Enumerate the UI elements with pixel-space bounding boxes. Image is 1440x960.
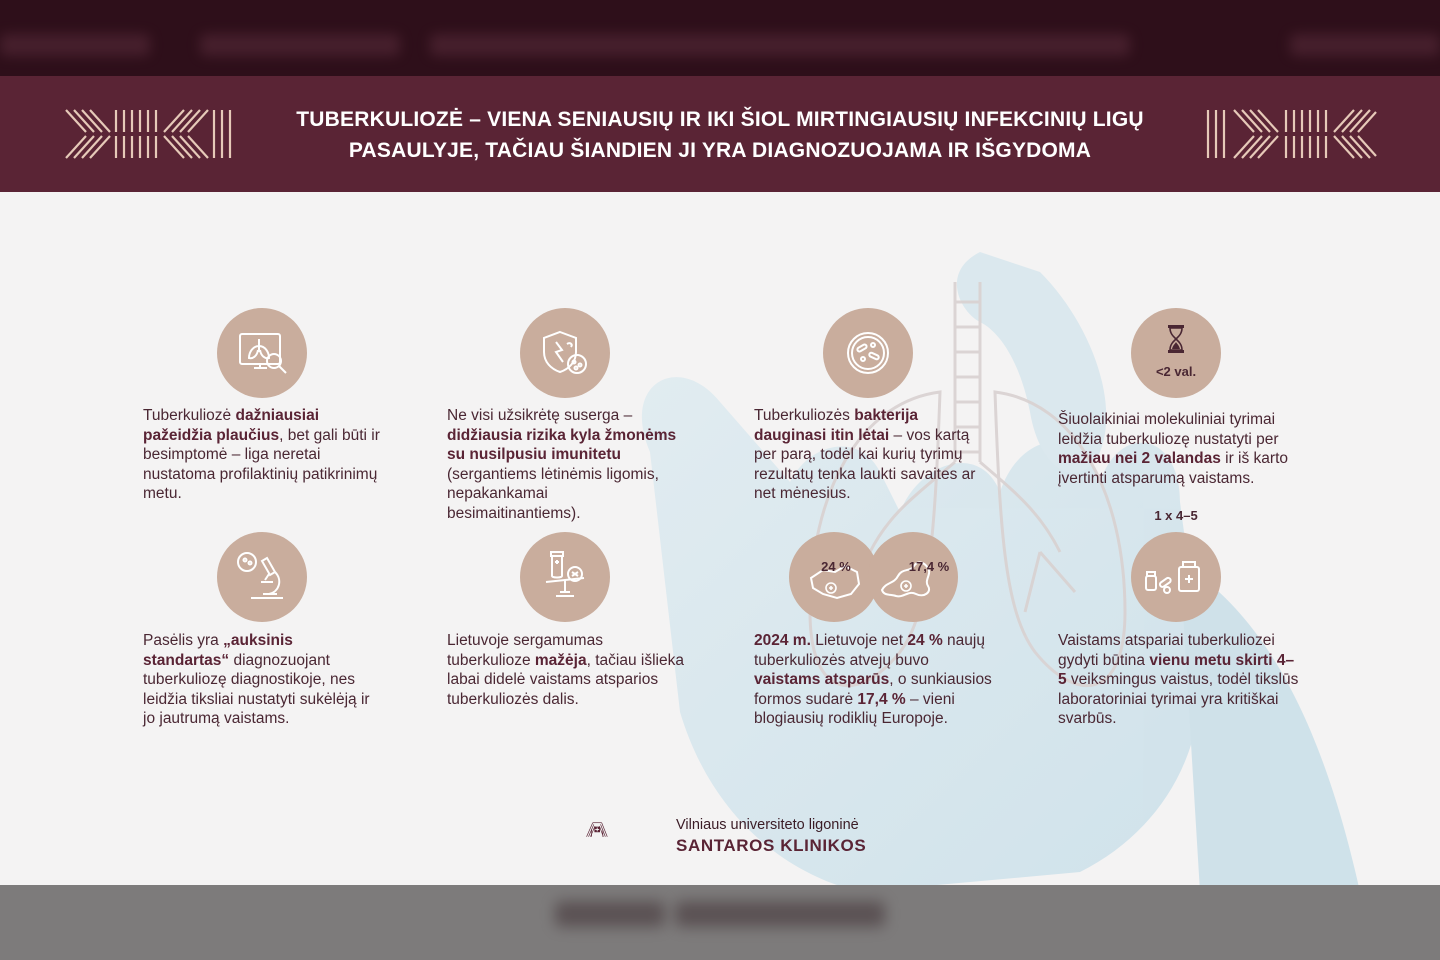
blurred-shape [555, 901, 665, 927]
santaros-klinikos-logo-icon [586, 800, 670, 860]
fact-4-badge: <2 val. [1155, 364, 1197, 379]
fact-text-run: Vaistams atspariai tuberkuliozei gydyti būtina [1058, 632, 1275, 669]
fact-text-run: Lietuvoje net [810, 632, 908, 649]
lithuania-badge: 24 % [821, 559, 851, 574]
blurred-top-strip [0, 0, 1440, 76]
fact-emphasis: mažiau nei 2 valandas [1058, 450, 1221, 467]
fact-emphasis: dažniausiai pažeidžia plaučius [143, 407, 320, 444]
decorative-pattern-right-icon [1206, 106, 1378, 162]
fact-5-circle [217, 532, 307, 622]
fact-text-run: – vos kartą per parą, todėl kai kurių tyrimų rezultatų tenka laukti savaites ar net mėnesius. [754, 426, 976, 502]
hourglass-icon [1131, 308, 1221, 398]
lungs-scan-icon [217, 308, 307, 398]
fact-text-run: , tačiau išlieka labai didelė vaistams atsparios tuberkuliozės dalis. [447, 651, 684, 708]
europe-badge: 17,4 % [908, 559, 950, 574]
title-line-2: PASAULYJE, TAČIAU ŠIANDIEN JI YRA DIAGNOZUOJAMA IR IŠGYDOMA [348, 139, 1092, 162]
fact-7-text [754, 631, 998, 729]
fact-text-run: , bet gali būti ir besimptomė – liga neretai nustatoma profilaktinių patikrinimų metu. [143, 426, 380, 502]
logo-line-2: SANTAROS KLINIKOS [676, 836, 867, 855]
decorative-pattern-left-icon [64, 106, 236, 162]
fact-emphasis: vaistams atsparūs [754, 671, 890, 688]
fact-emphasis: vienu metu skirti 4–5 [1058, 651, 1295, 688]
fact-emphasis: 24 % [907, 632, 943, 649]
fact-text-run: Tuberkuliozės [754, 407, 855, 424]
fact-2-circle [520, 308, 610, 398]
fact-emphasis: bakterija dauginasi itin lėtai [754, 407, 918, 444]
europe-map-icon [868, 532, 958, 622]
fact-8-badge: 1 x 4–5 [1154, 508, 1198, 523]
content-area [0, 192, 1440, 885]
medicine-scale-icon [520, 532, 610, 622]
fact-text-run: Lietuvoje sergamumas tuberkulioze [447, 632, 603, 669]
fact-emphasis: didžiausia rizika kyla žmonėms su nusilpusiu imunitetu [447, 426, 677, 463]
fact-emphasis: 2024 m. [754, 632, 811, 649]
fact-6-circle [520, 532, 610, 622]
fact-text-run: ir iš karto įvertinti atsparumą vaistams. [1058, 450, 1289, 487]
lithuania-map-icon [789, 532, 879, 622]
fact-8-circle [1131, 508, 1221, 622]
fact-8-text [1058, 631, 1302, 729]
page-title [250, 104, 1190, 166]
blurred-bottom-strip [0, 885, 1440, 960]
fact-emphasis: mažėja [534, 651, 587, 669]
fact-text-run: Šiuolaikiniai molekuliniai tyrimai leidžia tuberkuliozę nustatyti per [1058, 411, 1279, 448]
blurred-shape [0, 34, 150, 56]
fact-4-circle [1131, 308, 1221, 398]
fact-1-text [143, 406, 381, 504]
blurred-shape [675, 901, 885, 927]
blurred-shape [430, 34, 1130, 56]
fact-5-text [143, 631, 383, 729]
medicines-icon [1131, 532, 1221, 622]
fact-text-run: , o sunkiausios formos sudarė [754, 671, 992, 708]
fact-3-text [754, 406, 984, 504]
fact-3-circle [823, 308, 913, 398]
fact-text-run: (sergantiems lėtinėmis ligomis, nepakankamai besimaitinantiems). [447, 465, 659, 522]
title-line-1: TUBERKULIOZĖ – VIENA SENIAUSIŲ IR IKI ŠIOL MIRTINGIAUSIŲ INFEKCINIŲ LIGŲ [296, 108, 1144, 131]
fact-1-circle [217, 308, 307, 398]
fact-text-run: Tuberkuliozė [143, 407, 236, 424]
logo-line-1: Vilniaus universiteto ligoninė [676, 817, 859, 833]
fact-text-run: veiksmingus vaistus, todėl tikslūs laboratoriniai tyrimai yra kritiškai svarbūs. [1058, 671, 1299, 727]
fact-text-run: – vieni blogiausių rodiklių Europoje. [754, 690, 955, 727]
microscope-icon [217, 532, 307, 622]
fact-text-run: Pasėlis yra [143, 632, 224, 649]
fact-emphasis: 17,4 % [857, 690, 906, 708]
petri-dish-icon [823, 308, 913, 398]
fact-6-text [447, 631, 687, 709]
fact-7-circle-europe [868, 532, 958, 622]
fact-text-run: Ne visi užsikrėtę suserga – [447, 407, 633, 424]
fact-2-text [447, 406, 683, 523]
fact-text-run: diagnozuojant tuberkuliozę diagnostikoje, nes leidžia tiksliai nustatyti sukėlėją ir jo jautrumą vaistams. [143, 651, 370, 727]
immunity-shield-icon [520, 308, 610, 398]
blurred-shape [1290, 34, 1440, 56]
fact-emphasis: „auksinis standartas“ [143, 632, 293, 669]
fact-4-text [1058, 410, 1298, 488]
fact-text-run: naujų tuberkuliozės atvejų buvo [754, 632, 985, 669]
header-banner [0, 76, 1440, 192]
blurred-shape [200, 34, 400, 56]
fact-7-circle-lithuania [789, 532, 879, 622]
